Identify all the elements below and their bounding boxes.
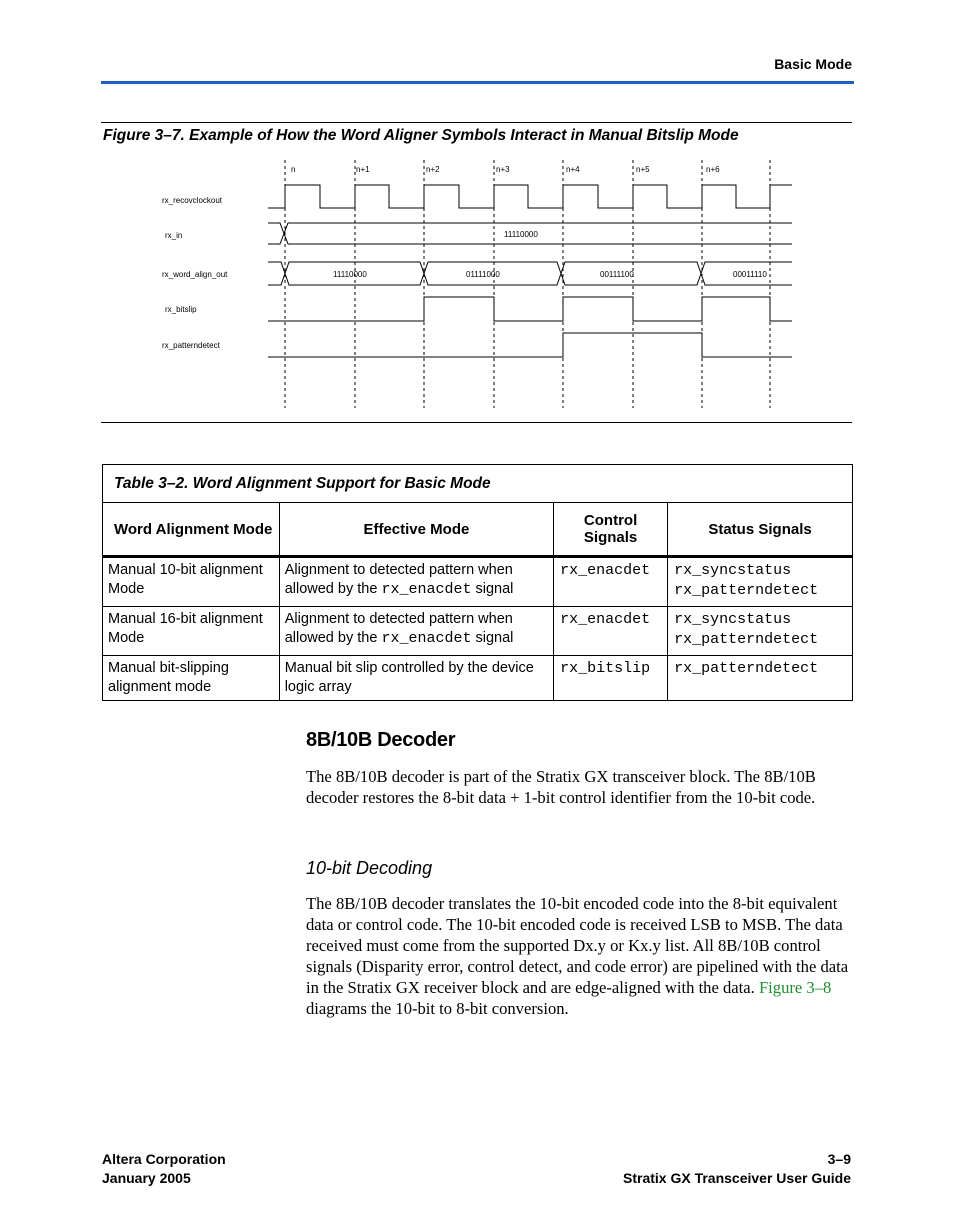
table-row <box>103 557 853 607</box>
rx-in-value: 11110000 <box>504 230 538 239</box>
signal-name-patterndetect: rx_patterndetect <box>162 341 220 350</box>
effective-text-end: signal <box>471 581 514 597</box>
cell-control: rx_bitslip <box>554 656 668 701</box>
paragraph-text-end: diagrams the 10-bit to 8-bit conversion. <box>306 999 569 1018</box>
signal-name-word-align-out: rx_word_align_out <box>162 270 228 279</box>
table-row <box>103 607 853 656</box>
status-signal: rx_syncstatus <box>674 562 792 579</box>
cell-control: rx_enacdet <box>554 607 668 656</box>
body-paragraph: The 8B/10B decoder is part of the Stratix GX transceiver block. The 8B/10B decoder restores the 8-bit data + 1-bit control identifier from the 10-bit code. <box>306 767 816 807</box>
word-align-value-1: 01111000 <box>466 270 500 279</box>
cycle-label-n2: n+2 <box>426 165 440 174</box>
cycle-label-n1: n+1 <box>356 165 370 174</box>
cell-mode: Manual 10-bit alignment Mode <box>103 557 280 607</box>
effective-text: Alignment to detected pattern when allowed by the <box>284 562 513 597</box>
effective-text: Alignment to detected pattern when allowed by the <box>284 611 513 646</box>
cell-effective: Manual bit slip controlled by the device logic array <box>279 656 553 701</box>
waveform-bitslip <box>268 297 792 321</box>
word-align-value-0: 11110000 <box>333 270 367 279</box>
cycle-label-n5: n+5 <box>636 165 650 174</box>
column-header-control <box>554 503 668 557</box>
running-header: Basic Mode <box>774 56 852 72</box>
cell-status: rx_patterndetect <box>668 656 853 701</box>
effective-code: rx_enacdet <box>381 581 472 598</box>
waveform-patterndetect <box>268 333 792 357</box>
word-align-value-3: 00011110 <box>733 270 767 279</box>
signal-name-bitslip: rx_bitslip <box>165 305 197 314</box>
subsection-heading: 10-bit Decoding <box>306 858 433 878</box>
paragraph-text: The 8B/10B decoder translates the 10-bit encoded code into the 8-bit equivalent data or control code. The 10-bit encoded code is received LSB to MSB. The data received must come from the supported Dx.y or Kx.y list. All 8B/10B control signals (Disparity error, control detect, and code error) are pipelined with the data in the Stratix GX receiver block and are edge-aligned with the data. <box>306 894 849 997</box>
table-caption: Table 3–2. Word Alignment Support for Basic Mode <box>103 465 853 503</box>
cell-effective <box>279 607 553 656</box>
timing-diagram <box>0 0 954 440</box>
footer-left <box>102 1150 226 1188</box>
footer-company: Altera Corporation <box>102 1151 226 1167</box>
figure-bottom-rule <box>101 422 852 423</box>
footer-date: January 2005 <box>102 1170 191 1186</box>
cycle-label-n: n <box>291 165 296 174</box>
effective-code: rx_enacdet <box>381 630 472 647</box>
cycle-label-n6: n+6 <box>706 165 720 174</box>
cycle-label-n3: n+3 <box>496 165 510 174</box>
word-alignment-table <box>102 464 853 701</box>
signal-name-rx-in: rx_in <box>165 231 183 240</box>
footer-page-number: 3–9 <box>827 1151 851 1167</box>
footer-guide-title: Stratix GX Transceiver User Guide <box>623 1170 851 1186</box>
cycle-label-n4: n+4 <box>566 165 580 174</box>
column-header-control-line1: Control <box>583 512 638 529</box>
status-signal: rx_patterndetect <box>674 631 819 648</box>
word-align-value-2: 00111100 <box>600 270 634 279</box>
figure-reference-link[interactable]: Figure 3–8 <box>758 978 832 997</box>
status-signal: rx_patterndetect <box>674 582 819 599</box>
section-heading: 8B/10B Decoder <box>306 729 456 751</box>
signal-name-recovclockout: rx_recovclockout <box>162 196 223 205</box>
cell-mode: Manual bit-slipping alignment mode <box>103 656 280 701</box>
column-header-control-line2: Signals <box>583 529 638 546</box>
cell-status <box>668 607 853 656</box>
body-paragraph <box>306 893 854 1019</box>
cell-effective <box>279 557 553 607</box>
figure-caption: Figure 3–7. Example of How the Word Aligner Symbols Interact in Manual Bitslip Mode <box>103 127 739 144</box>
table-row <box>103 656 853 701</box>
column-header-mode: Word Alignment Mode <box>103 503 280 557</box>
waveform-recovclockout <box>268 185 792 208</box>
cell-status <box>668 557 853 607</box>
footer-right <box>560 1150 851 1188</box>
status-signal: rx_syncstatus <box>674 611 792 628</box>
column-header-effective: Effective Mode <box>279 503 553 557</box>
effective-text-end: signal <box>471 630 514 646</box>
cell-mode: Manual 16-bit alignment Mode <box>103 607 280 656</box>
cell-control: rx_enacdet <box>554 557 668 607</box>
column-header-status: Status Signals <box>668 503 853 557</box>
